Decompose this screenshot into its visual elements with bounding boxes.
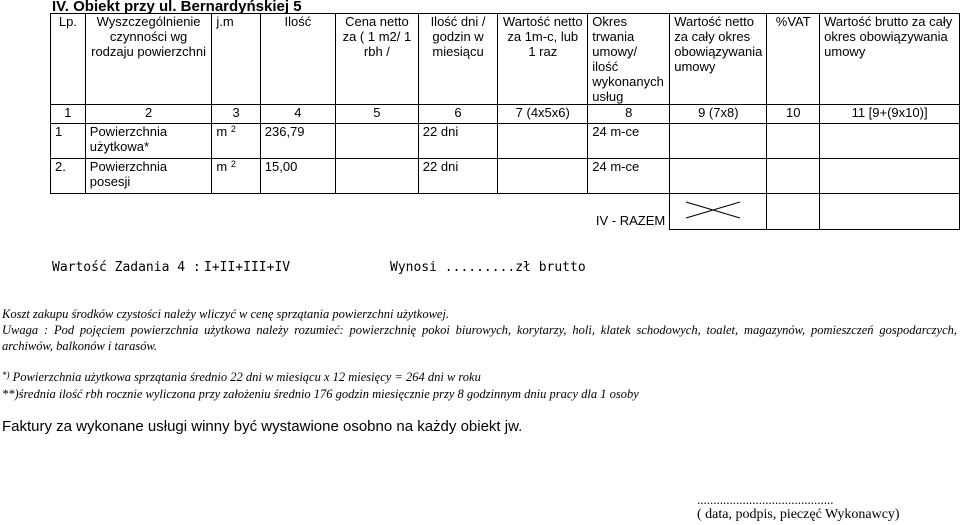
column-number: 11 [9+(9x10)]: [820, 105, 960, 124]
row-name: Powierzchnia posesji: [85, 159, 212, 194]
column-number: 5: [336, 105, 419, 124]
row-price: [336, 124, 419, 159]
crossed-out-mark: [684, 200, 744, 222]
table-row: [51, 124, 960, 159]
row-period: 24 m-ce: [588, 159, 670, 194]
row-net-value: [670, 124, 767, 159]
summary-formula: I+II+III+IV: [204, 260, 291, 275]
column-number: 1: [51, 105, 86, 124]
header-cell: j.m: [212, 14, 260, 105]
column-number: 4: [260, 105, 335, 124]
column-number: 7 (4x5x6): [498, 105, 588, 124]
row-monthly-value: [498, 124, 588, 159]
summary-amount: Wynosi .........zł brutto: [390, 260, 586, 275]
row-name: Powierzchnia użytkowa*: [85, 124, 212, 159]
invoice-note: Faktury za wykonane usługi winny być wystawione osobno na każdy obiekt jw.: [2, 418, 523, 435]
total-net-value: [670, 194, 767, 230]
column-number: 9 (7x8): [670, 105, 767, 124]
signature-dots: ..........................................: [697, 492, 834, 507]
total-vat: [767, 194, 820, 230]
column-number: 6: [418, 105, 497, 124]
row-days: 22 dni: [418, 159, 497, 194]
header-cell: Ilość: [260, 14, 335, 105]
row-vat: [767, 159, 820, 194]
row-monthly-value: [498, 159, 588, 194]
header-cell: Wartość brutto za cały okres obowiązywania umowy: [820, 14, 960, 105]
row-gross-value: [820, 124, 960, 159]
row-price: [336, 159, 419, 194]
header-cell: Ilość dni / godzin w miesiącu: [418, 14, 497, 105]
header-cell: Wartość netto za 1m-c, lub 1 raz: [498, 14, 588, 105]
section-title: IV. Obiekt przy ul. Bernardyńskiej 5: [52, 0, 302, 15]
row-unit: m $^2$: [212, 159, 260, 194]
total-gross-value: [820, 194, 960, 230]
uwaga-note: Uwaga : Pod pojęciem powierzchnia użytkowa należy rozumieć: powierzchnię pokoi biurowych, korytarzy, holi, klatek schodowych, toalet, magazynów, pomieszczeń gospodarczych, archiwów, balkonów i tarasów.: [2, 323, 957, 353]
column-number: 10: [767, 105, 820, 124]
header-cell: Okres trwania umowy/ ilość wykonanych usług: [588, 14, 670, 105]
row-quantity: 236,79: [260, 124, 335, 159]
column-number: 2: [85, 105, 212, 124]
summary-label: Wartość Zadania 4 :: [52, 260, 201, 275]
row-unit: m $^2$: [212, 124, 260, 159]
header-cell: Cena netto za ( 1 m2/ 1 rbh /: [336, 14, 419, 105]
row-vat: [767, 124, 820, 159]
total-label: IV - RAZEM: [51, 194, 670, 230]
column-number: 8: [588, 105, 670, 124]
cost-note: Koszt zakupu środków czystości należy wliczyć w cenę sprzątania powierzchni użytkowej.: [2, 307, 450, 321]
header-cell: Wyszczególnienie czynności wg rodzaju powierzchni: [85, 14, 212, 105]
table-row: [51, 159, 960, 194]
row-lp: 1: [51, 124, 86, 159]
header-cell: Lp.: [51, 14, 86, 105]
row-net-value: [670, 159, 767, 194]
row-gross-value: [820, 159, 960, 194]
header-cell: %VAT: [767, 14, 820, 105]
pricing-table: [50, 13, 960, 230]
column-number-row: [51, 105, 960, 124]
signature-caption: ( data, podpis, pieczęć Wykonawcy): [697, 507, 900, 522]
row-period: 24 m-ce: [588, 124, 670, 159]
header-cell: Wartość netto za cały okres obowiązywania umowy: [670, 14, 767, 105]
footnote-1: *) Powierzchnia użytkowa sprzątania średnio 22 dni w miesiącu x 12 miesięcy = 264 dni w roku: [2, 370, 481, 384]
column-number: 3: [212, 105, 260, 124]
row-days: 22 dni: [418, 124, 497, 159]
row-lp: 2.: [51, 159, 86, 194]
header-row: [51, 14, 960, 105]
row-quantity: 15,00: [260, 159, 335, 194]
total-row: [51, 194, 960, 230]
footnote-2: **)średnia ilość rbh rocznie wyliczona przy założeniu średnio 176 godzin miesięcznie przy 8 godzinnym dniu pracy dla 1 osoby: [2, 387, 639, 401]
